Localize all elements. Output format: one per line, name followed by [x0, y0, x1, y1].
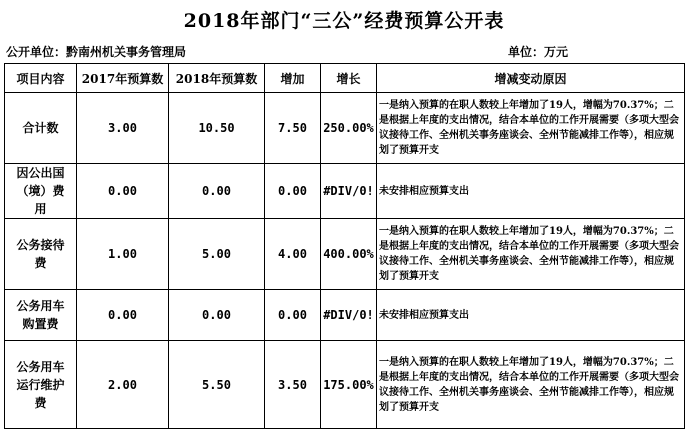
- table-row: [5, 341, 685, 429]
- row-item: 公务用车购置费: [5, 290, 77, 341]
- row-reason: 未安排相应预算支出: [377, 290, 685, 341]
- row-budget-2018: 0.00: [169, 290, 265, 341]
- row-budget-2018: 0.00: [169, 164, 265, 219]
- table-header-row: [5, 64, 685, 93]
- row-increase: 0.00: [265, 290, 321, 341]
- row-budget-2018: 5.50: [169, 341, 265, 429]
- row-reason: 未安排相应预算支出: [377, 164, 685, 219]
- row-reason: 一是纳入预算的在职人数较上年增加了19人，增幅为70.37%；二是根据上年度的支出情况，结合本单位的工作开展需要（多项大型会议接待工作、全州机关事务座谈会、全州节能减排工作等），相应规划了预算开支: [377, 341, 685, 429]
- row-budget-2017: 3.00: [77, 93, 169, 164]
- header-increase: 增加: [265, 64, 321, 93]
- header-budget-2018: 2018年预算数: [169, 64, 265, 93]
- row-budget-2017: 2.00: [77, 341, 169, 429]
- row-increase: 0.00: [265, 164, 321, 219]
- row-budget-2018: 5.00: [169, 219, 265, 290]
- row-budget-2017: 1.00: [77, 219, 169, 290]
- row-budget-2018: 10.50: [169, 93, 265, 164]
- header-item: 项目内容: [5, 64, 77, 93]
- row-increase: 4.00: [265, 219, 321, 290]
- row-increase: 3.50: [265, 341, 321, 429]
- table-row: [5, 93, 685, 164]
- row-item: 公务接待费: [5, 219, 77, 290]
- row-budget-2017: 0.00: [77, 164, 169, 219]
- row-growth: 250.00%: [321, 93, 377, 164]
- row-item: 合计数: [5, 93, 77, 164]
- table-row: [5, 219, 685, 290]
- table-row: [5, 290, 685, 341]
- header-reason: 增减变动原因: [377, 64, 685, 93]
- row-growth: #DIV/0!: [321, 290, 377, 341]
- budget-table: [4, 63, 685, 429]
- row-item: 因公出国（境）费用: [5, 164, 77, 219]
- row-increase: 7.50: [265, 93, 321, 164]
- row-item: 公务用车运行维护费: [5, 341, 77, 429]
- row-budget-2017: 0.00: [77, 290, 169, 341]
- row-growth: 400.00%: [321, 219, 377, 290]
- row-reason: 一是纳入预算的在职人数较上年增加了19人，增幅为70.37%；二是根据上年度的支出情况，结合本单位的工作开展需要（多项大型会议接待工作、全州机关事务座谈会、全州节能减排工作等），相应规划了预算开支: [377, 93, 685, 164]
- row-growth: 175.00%: [321, 341, 377, 429]
- currency-unit: 单位：万元: [508, 45, 569, 59]
- page-title: 2018年部门“三公”经费预算公开表: [183, 10, 505, 32]
- publishing-unit: 公开单位：黔南州机关事务管理局: [6, 45, 187, 59]
- row-reason: 一是纳入预算的在职人数较上年增加了19人，增幅为70.37%；二是根据上年度的支出情况，结合本单位的工作开展需要（多项大型会议接待工作、全州机关事务座谈会、全州节能减排工作等），相应规划了预算开支: [377, 219, 685, 290]
- header-budget-2017: 2017年预算数: [77, 64, 169, 93]
- header-growth: 增长: [321, 64, 377, 93]
- table-row: [5, 164, 685, 219]
- row-growth: #DIV/0!: [321, 164, 377, 219]
